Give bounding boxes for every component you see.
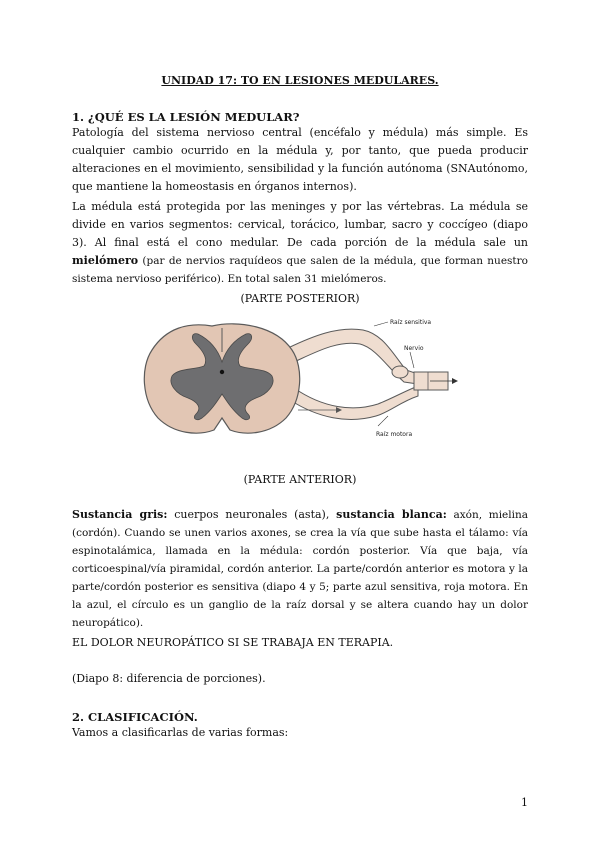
- label-motor-root: Raíz motora: [376, 431, 413, 438]
- section1-paragraph2: [72, 198, 528, 288]
- paragraph3-text-2: axón, mielina (cordón). Cuando se unen varios axones, se crea la vía que sube hasta el tálamo: vía espinotalámica, llamada en la médula: cordón posterior. Vía que baja, vía corticoespinal/vía piramidal, cordón anterior. La parte/cordón anterior es motora y la parte/cordón posterior es sensitiva (diapo 4 y 5; parte azul sensitiva, roja motora. En la azul, el círculo es un ganglio de la raíz dorsal y se altera cuando hay un dolor neuropático).: [72, 509, 529, 629]
- central-canal: [220, 370, 224, 374]
- paragraph3-text-1: cuerpos neuronales (asta),: [167, 508, 337, 521]
- label-sensory-root: Raíz sensitiva: [390, 319, 432, 326]
- section2-heading: 2. CLASIFICACIÓN.: [72, 710, 198, 724]
- motor-root: [290, 386, 418, 419]
- paragraph2-text-a: La médula está protegida por las meninges y por las vértebras. La médula se divide en varios segmentos: cervical, torácico, lumbar, sacro y coccígeo (diapo 3). Al final está el cono medular. De cada porción de la médula sale un: [72, 200, 528, 249]
- document-title: UNIDAD 17: TO EN LESIONES MEDULARES.: [161, 74, 439, 87]
- section1-heading: 1. ¿QUÉ ES LA LESIÓN MEDULAR?: [72, 110, 300, 124]
- neuropathic-pain-note: EL DOLOR NEUROPÁTICO SI SE TRABAJA EN TERAPIA.: [72, 636, 394, 649]
- caption-anterior: (PARTE ANTERIOR): [243, 473, 357, 486]
- diapo8-note: (Diapo 8: diferencia de porciones).: [72, 672, 266, 685]
- spinal-cord-figure: [138, 312, 458, 456]
- section1-paragraph3: [72, 506, 528, 632]
- section2-intro: Vamos a clasificarlas de varias formas:: [72, 726, 289, 739]
- paragraph2-text-b: (par de nervios raquídeos que salen de la médula, que forman nuestro sistema nervioso periférico). En total salen 31 mielómeros.: [72, 255, 528, 285]
- white-matter-term: sustancia blanca:: [336, 508, 447, 521]
- mielomero-term: mielómero: [72, 254, 139, 267]
- caption-posterior: (PARTE POSTERIOR): [240, 292, 360, 305]
- section1-paragraph1: Patología del sistema nervioso central (encéfalo y médula) más simple. Es cualquier cambio ocurrido en la médula y, por tanto, que pueda producir alteraciones en el movimiento, sensibilidad y la función autónoma (SNAutónomo, que mantiene la homeostasis en órganos internos).: [72, 126, 528, 193]
- label-nerve: Nervio: [404, 345, 424, 352]
- gray-matter-term: Sustancia gris:: [72, 508, 168, 521]
- page-number: 1: [521, 796, 528, 809]
- spinal-cord-diagram: [138, 312, 458, 452]
- dorsal-root-ganglion: [392, 366, 408, 378]
